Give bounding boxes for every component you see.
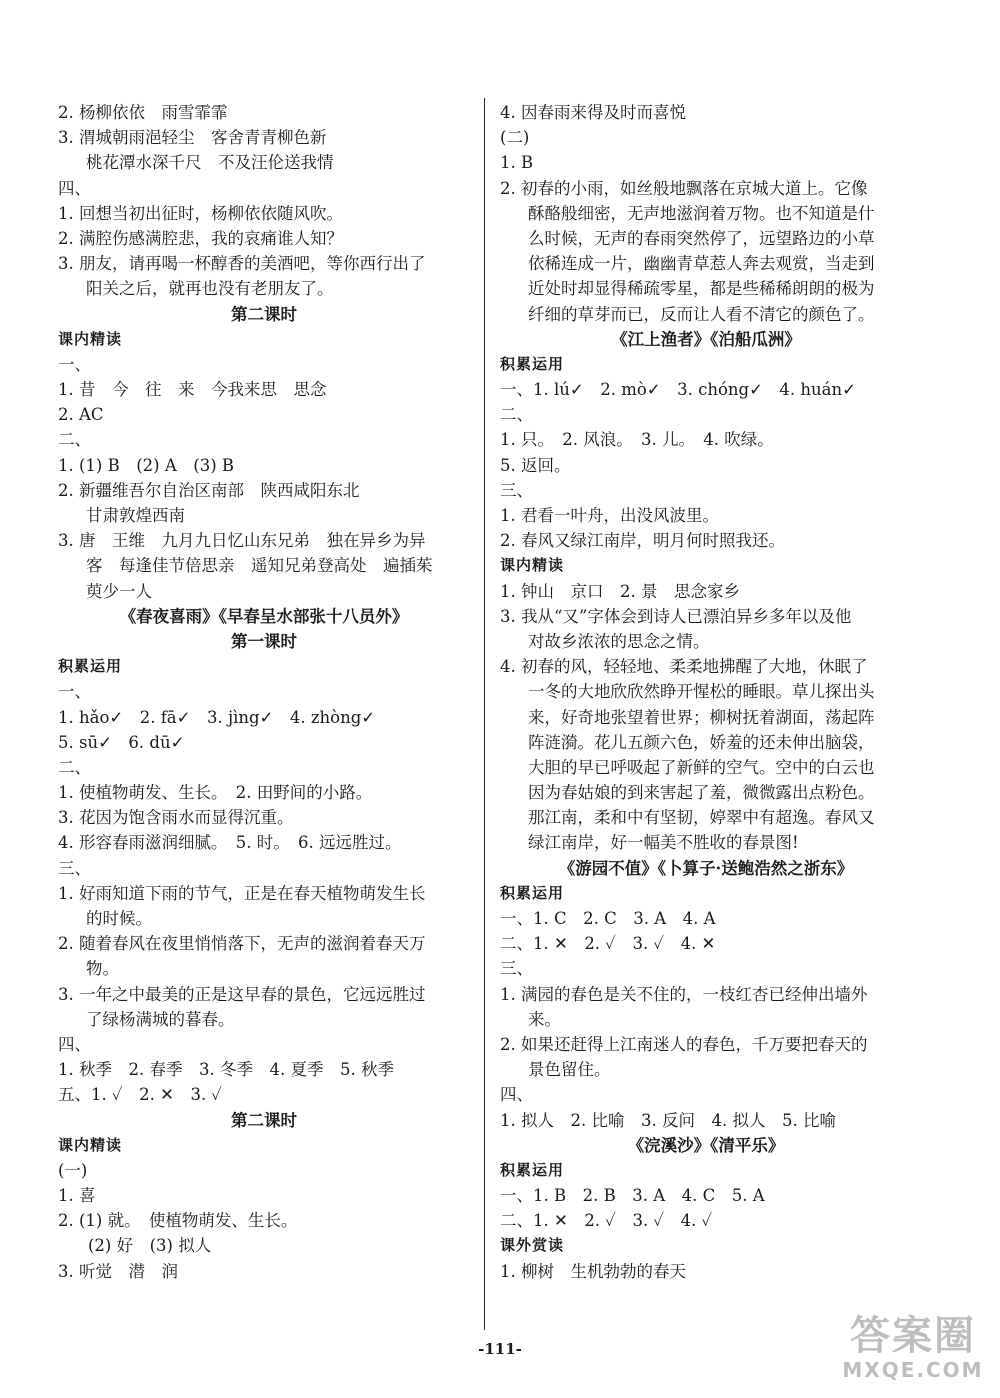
subsection-label: 积累运用 [500,1160,565,1179]
subsection-label: 课内精读 [58,1135,123,1154]
column-divider [484,98,485,1330]
answer-line: 5. sū✓ 6. dū✓ [58,732,185,752]
answer-line: 1. 昔 今 往 来 今我来思 思念 [58,380,327,400]
answer-line: 1. 满园的春色是关不住的，一枝红杏已经伸出墙外 [500,984,868,1004]
answer-line: 因为春姑娘的到来害起了羞，微微露出点粉色。 [528,783,875,803]
answer-line: 甘肃敦煌西南 [86,506,185,525]
answer-line: 二、1. ✕ 2. ✓ 3. ✓ 4. ✓ [500,1211,713,1231]
answer-line: 2. 新疆维吾尔自治区南部 陕西咸阳东北 [58,480,360,500]
answer-line: 3. 花因为饱含雨水而显得沉重。 [58,808,294,828]
watermark-bottom-text: MXQE.COM [842,1358,984,1382]
answer-line: 5. 返回。 [500,455,571,475]
subsection-label: 积累运用 [500,354,565,373]
answer-line: 酥酪般细密，无声地滋润着万物。也不知道是什 [528,203,875,223]
answer-line: 来，好奇地张望着世界；柳树抚着湖面，荡起阵 [528,707,875,727]
section-heading: 《春夜喜雨》《早春呈水部张十八员外》 [119,606,409,626]
answer-line: 2. (1) 就。 使植物萌发、生长。 [58,1211,298,1231]
answer-line: 物。 [86,959,119,979]
answer-line: 2. 随着春风在夜里悄悄落下，无声的滋润着春天万 [58,934,426,954]
answer-line: 1. 只。 2. 风浪。 3. 儿。 4. 吹绿。 [500,430,774,450]
answer-line: 三、 [500,480,533,500]
answer-line: 1. (1) B (2) A (3) B [58,455,235,475]
answer-line: 来。 [528,1009,561,1029]
answer-line: 一、1. C 2. C 3. A 4. A [500,909,716,928]
answer-line: 2. 初春的小雨，如丝般地飘落在京城大道上。它像 [500,178,868,198]
answer-line: 四、 [58,178,91,198]
page-number: -111- [478,1340,522,1358]
answer-line: 2. 春风又绿江南岸，明月何时照我还。 [500,531,785,551]
answer-line: 阵涟漪。花儿五颜六色，娇羞的还未伸出脑袋， [528,732,875,752]
answer-line: 1. 君看一叶舟，出没风波里。 [500,506,719,525]
answer-line: 一冬的大地欣欣然睁开惺松的睡眼。草儿探出头 [528,682,875,702]
answer-line: 3. 唐 王维 九月九日忆山东兄弟 独在异乡为异 [58,531,426,551]
answer-line: 大胆的早已呼吸起了新鲜的空气。空中的白云也 [528,757,875,777]
answer-line: (2) 好 (3) 拟人 [88,1236,212,1256]
answer-line: 三、 [58,858,91,878]
answer-line: 1. 钟山 京口 2. 景 思念家乡 [500,581,740,601]
answer-line: 三、 [500,959,533,979]
answer-line: 五、1. ✓ 2. ✕ 3. ✓ [58,1085,223,1105]
answer-line: 一、 [58,682,91,702]
subsection-label: 积累运用 [500,883,565,902]
section-heading: 《江上渔者》《泊船瓜洲》 [611,329,801,349]
answer-line: 4. 形容春雨滋润细腻。 5. 时。 6. 远远胜过。 [58,833,402,853]
left-column [58,100,470,1284]
section-heading: 《浣溪沙》《清平乐》 [627,1135,785,1155]
answer-line: 2. 杨柳依依 雨雪霏霏 [58,103,228,122]
answer-line: 1. 喜 [58,1186,96,1206]
answer-line: 2. 如果还赶得上江南迷人的春色，千万要把春天的 [500,1034,868,1054]
answer-line: (二) [500,128,530,148]
subsection-label: 课内精读 [500,556,565,575]
answer-line: 阳关之后，就再也没有老朋友了。 [86,279,334,299]
answer-line: 近处时却显得稀疏零星，都是些稀稀朗朗的极为 [528,279,875,299]
answer-line: 1. 使植物萌发、生长。 2. 田野间的小路。 [58,783,373,803]
answer-line: 3. 我从“又”字体会到诗人已漂泊异乡多年以及他 [500,606,852,626]
answer-line: 1. 好雨知道下雨的节气，正是在春天植物萌发生长 [58,883,426,903]
answer-line: 客 每逢佳节倍思亲 遥知兄弟登高处 遍插茱 [86,556,433,576]
answer-line: 的时候。 [86,909,152,928]
right-column [500,100,912,1284]
answer-line: 萸少一人 [86,581,152,601]
answer-line: 3. 听觉 潜 润 [58,1261,178,1281]
answer-line: 1. B [500,153,534,173]
answer-line: 4. 因春雨来得及时而喜悦 [500,103,686,122]
answer-line: 二、 [58,430,91,450]
section-heading: 《游园不值》《卜算子·送鲍浩然之浙东》 [558,858,854,878]
answer-line: 3. 一年之中最美的正是这早春的景色，它远远胜过 [58,984,426,1004]
answer-line: 1. 拟人 2. 比喻 3. 反问 4. 拟人 5. 比喻 [500,1110,836,1130]
answer-line: 四、 [500,1085,533,1105]
answer-line: 4. 初春的风，轻轻地、柔柔地拂醒了大地，休眠了 [500,657,868,677]
answer-line: 二、 [58,757,91,777]
answer-line: 景色留住。 [528,1060,611,1080]
answer-line: 绿江南岸，好一幅美不胜收的春景图! [528,833,799,853]
answer-line: 那江南，柔和中有坚韧，婷翠中有超逸。春风又 [528,808,875,828]
watermark-top-text: 答案圈 [850,1313,976,1359]
section-heading: 第二课时 [231,304,297,324]
answer-line: 一、1. B 2. B 3. A 4. C 5. A [500,1186,765,1206]
answer-line: 2. AC [58,405,104,425]
section-heading: 第一课时 [231,631,297,651]
answer-line: 一、 [58,354,91,374]
answer-line: 了绿杨满城的暮春。 [86,1009,235,1029]
answer-line: 纤细的草芽而已，反而让人看不清它的颜色了。 [528,304,875,324]
answer-line: 四、 [58,1034,91,1054]
answer-line: 3. 渭城朝雨浥轻尘 客舍青青柳色新 [58,128,327,148]
answer-line: 1. 秋季 2. 春季 3. 冬季 4. 夏季 5. 秋季 [58,1060,394,1080]
answer-line: 桃花潭水深千尺 不及汪伦送我情 [86,153,334,173]
answer-line: 对故乡浓浓的思念之情。 [528,631,710,651]
section-heading: 第二课时 [231,1110,297,1130]
answer-line: 1. 回想当初出征时，杨柳依依随风吹。 [58,203,343,223]
subsection-label: 积累运用 [58,657,123,676]
answer-line: 3. 朋友，请再喝一杯醇香的美酒吧，等你西行出了 [58,254,426,274]
subsection-label: 课内精读 [58,329,123,348]
watermark-logo [838,1314,988,1388]
answer-line: 1. hǎo✓ 2. fā✓ 3. jìng✓ 4. zhòng✓ [58,707,376,727]
answer-line: 一、1. lú✓ 2. mò✓ 3. chóng✓ 4. huán✓ [500,380,856,400]
answer-line: 1. 柳树 生机勃勃的春天 [500,1261,686,1281]
answer-line: 么时候，无声的春雨突然停了，远望路边的小草 [528,228,875,248]
subsection-label: 课外赏读 [500,1236,565,1255]
answer-line: (一) [58,1160,88,1180]
answer-line: 二、1. ✕ 2. ✓ 3. ✓ 4. ✕ [500,934,716,954]
answer-line: 2. 满腔伤感满腔悲，我的哀痛谁人知？ [58,228,343,248]
answer-line: 二、 [500,405,533,425]
answer-line: 依稀连成一片，幽幽青草惹人奔去观赏，当走到 [528,254,875,274]
